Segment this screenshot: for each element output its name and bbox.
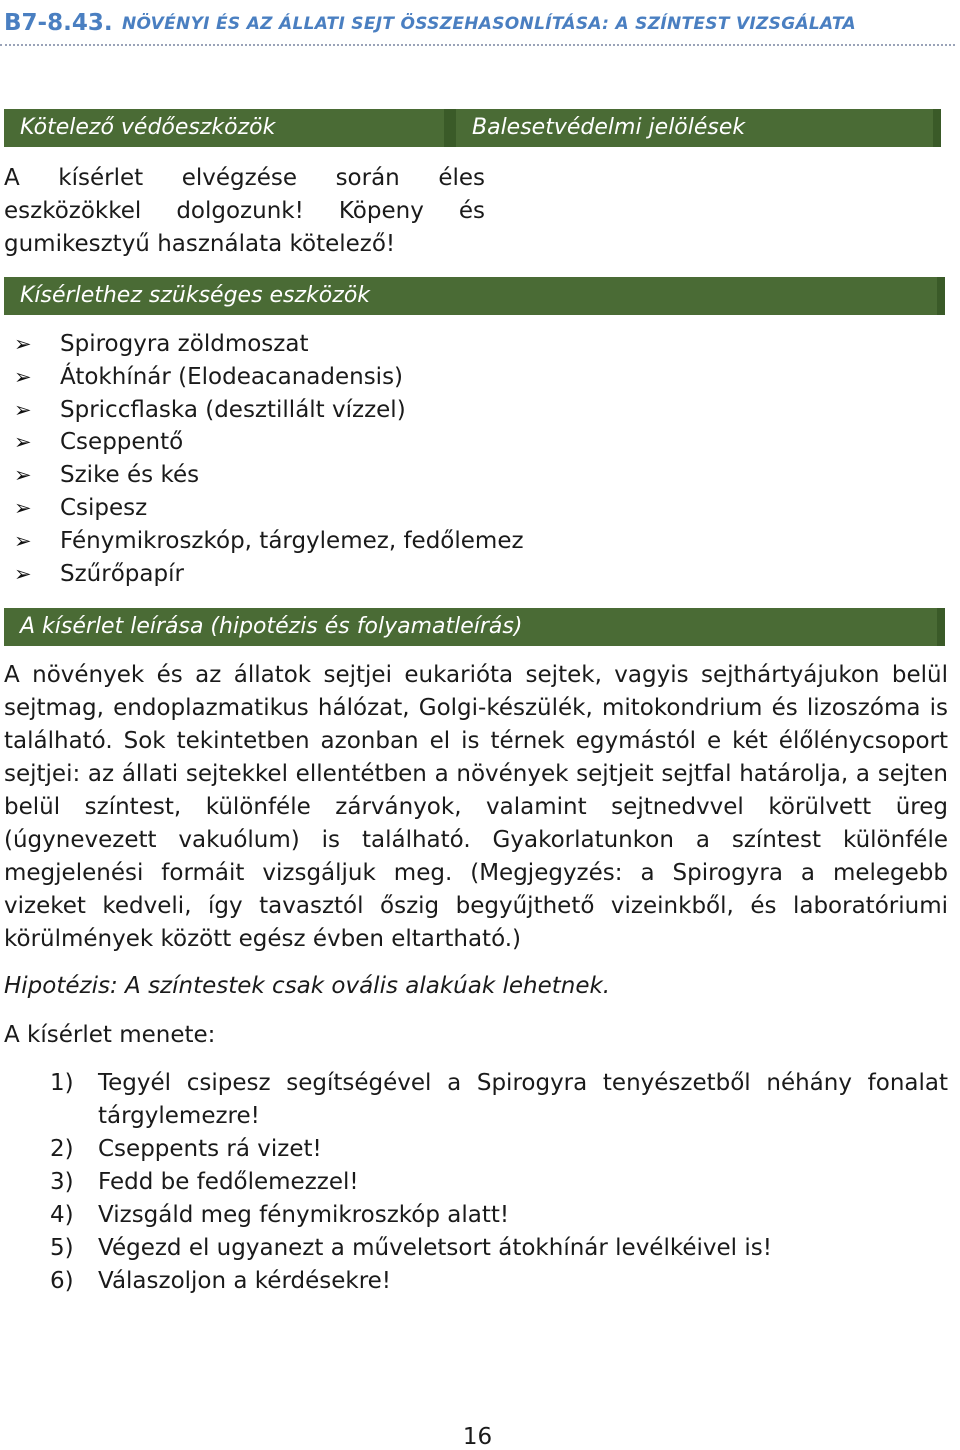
list-item bbox=[50, 1133, 948, 1166]
description-heading: A kísérlet leírása (hipotézis és folyamatleírás) bbox=[4, 608, 945, 646]
equipment-item: Csipesz bbox=[60, 494, 148, 521]
step-number: 1) bbox=[50, 1070, 74, 1096]
step-number: 4) bbox=[50, 1202, 74, 1228]
list-item bbox=[14, 525, 524, 558]
list-item bbox=[50, 1166, 948, 1199]
list-item bbox=[50, 1265, 948, 1298]
list-item bbox=[14, 492, 524, 525]
list-item bbox=[14, 328, 524, 361]
safety-line: A kísérlet elvégzése során éles bbox=[4, 165, 485, 191]
step-text: Fedd be fedőlemezzel! bbox=[98, 1169, 359, 1195]
list-item bbox=[14, 426, 524, 459]
step-number: 3) bbox=[50, 1169, 74, 1195]
arrow-bullet-icon: ➢ bbox=[14, 528, 32, 553]
protective-equipment-heading: Kötelező védőeszközök bbox=[4, 109, 452, 147]
arrow-bullet-icon: ➢ bbox=[14, 397, 32, 422]
list-item bbox=[50, 1232, 948, 1265]
page-header bbox=[0, 0, 955, 46]
equipment-list bbox=[14, 328, 524, 590]
equipment-item: Szűrőpapír bbox=[60, 560, 184, 587]
step-number: 6) bbox=[50, 1268, 74, 1294]
safety-line: gumikesztyű használata kötelező! bbox=[4, 231, 396, 257]
step-text: Végezd el ugyanezt a műveletsort átokhínár levélkéivel is! bbox=[98, 1235, 772, 1261]
page-number: 16 bbox=[462, 1424, 493, 1450]
procedure-label: A kísérlet menete: bbox=[4, 1022, 216, 1048]
list-item bbox=[14, 459, 524, 492]
arrow-bullet-icon: ➢ bbox=[14, 463, 32, 488]
safety-warnings-heading: Balesetvédelmi jelölések bbox=[452, 109, 941, 147]
arrow-bullet-icon: ➢ bbox=[14, 495, 32, 520]
arrow-bullet-icon: ➢ bbox=[14, 430, 32, 455]
arrow-bullet-icon: ➢ bbox=[14, 561, 32, 586]
safety-line: eszközökkel dolgozunk! Köpeny és bbox=[4, 198, 485, 224]
list-item bbox=[14, 394, 524, 427]
step-text: Tegyél csipesz segítségével a Spirogyra tenyészetből néhány fonalat tárgylemezre! bbox=[98, 1070, 948, 1129]
list-item bbox=[14, 558, 524, 591]
description-paragraph: A növények és az állatok sejtjei eukarióta sejtek, vagyis sejthártyájukon belül sejtmag, endoplazmatikus hálózat, Golgi-készülék, mitokondrium és lizoszóma is található. Sok tekintetben azonban el is térnek egymástól e két élőlénycsoport sejtjei: az állati sejtekkel ellentétben a növények sejtjeit sejtfal határolja, a sejten belül színtest, különféle zárványok, valamint sejtnedvvel körülvett üreg (úgynevezett vakuólum) is található. Gyakorlatunkon a színtest különféle megjelenési formáit vizsgáljuk meg. (Megjegyzés: a Spirogyra a melegebb vizeket kedveli, így tavasztól őszig begyűjthető vizeinkből, és laboratóriumi körülmények között egész évben eltartható.) bbox=[4, 662, 948, 952]
safety-instructions bbox=[4, 162, 485, 261]
equipment-heading: Kísérlethez szükséges eszközök bbox=[4, 277, 945, 315]
exercise-code: B7-8.43. bbox=[4, 10, 113, 36]
list-item bbox=[50, 1067, 948, 1133]
equipment-item: Spriccflaska (desztillált vízzel) bbox=[60, 396, 406, 423]
equipment-item: Fénymikroszkóp, tárgylemez, fedőlemez bbox=[60, 527, 524, 554]
equipment-item: Szike és kés bbox=[60, 462, 200, 489]
list-item bbox=[14, 361, 524, 394]
step-text: Cseppents rá vizet! bbox=[98, 1136, 322, 1162]
step-text: Vizsgáld meg fénymikroszkóp alatt! bbox=[98, 1202, 510, 1228]
page-title: NÖVÉNYI ÉS AZ ÁLLATI SEJT ÖSSZEHASONLÍTÁSA: A SZÍNTEST VIZSGÁLATA bbox=[122, 14, 856, 34]
equipment-item: Spirogyra zöldmoszat bbox=[60, 331, 309, 357]
arrow-bullet-icon: ➢ bbox=[14, 364, 32, 389]
step-number: 2) bbox=[50, 1136, 74, 1162]
arrow-bullet-icon: ➢ bbox=[14, 332, 32, 356]
equipment-item: Átokhínár (Elodeacanadensis) bbox=[60, 363, 404, 390]
step-text: Válaszoljon a kérdésekre! bbox=[98, 1268, 392, 1294]
procedure-steps bbox=[50, 1067, 948, 1298]
step-number: 5) bbox=[50, 1235, 74, 1261]
hypothesis-text: Hipotézis: A színtestek csak ovális alakúak lehetnek. bbox=[4, 973, 611, 999]
list-item bbox=[50, 1199, 948, 1232]
equipment-item: Cseppentő bbox=[60, 429, 184, 456]
